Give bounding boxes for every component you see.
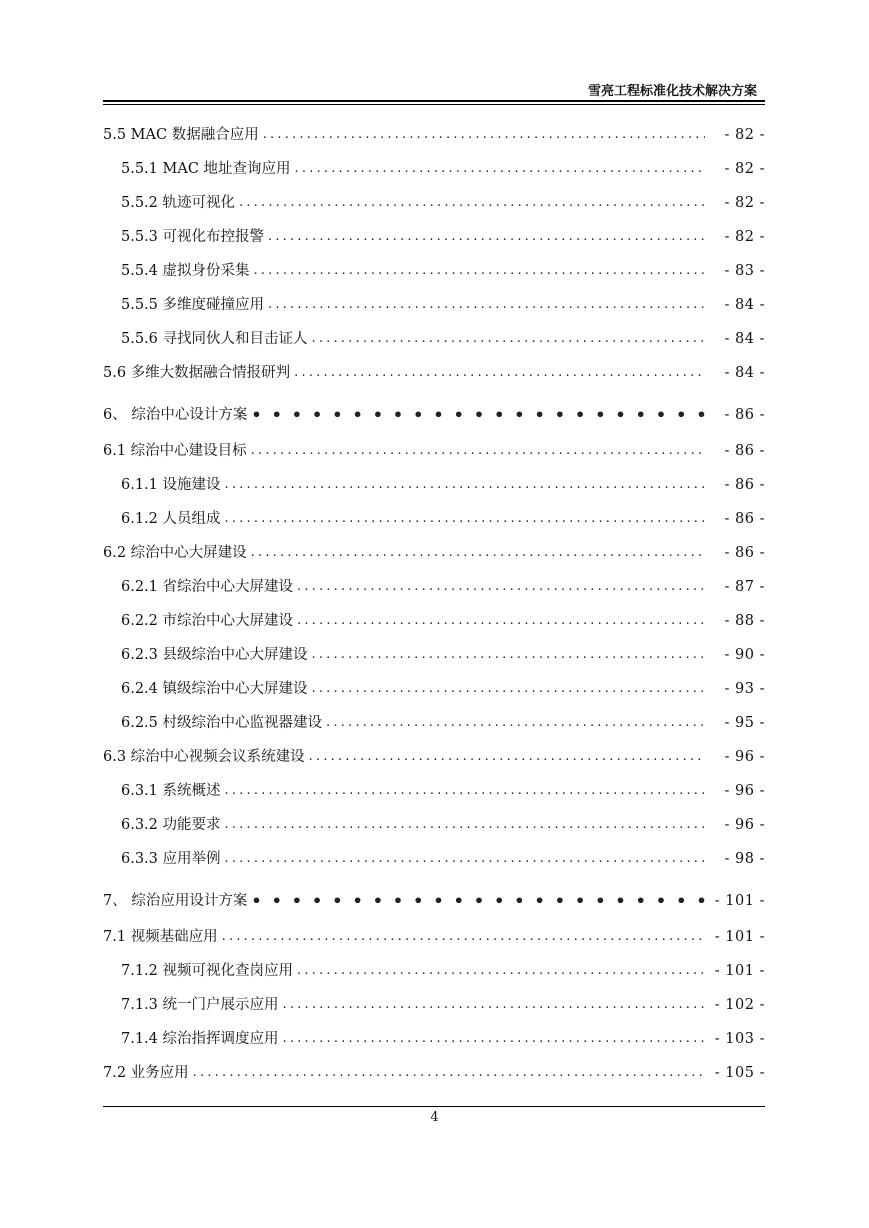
toc-entry-title: 5.5 MAC 数据融合应用 — [103, 127, 259, 143]
header-rule-thick — [103, 100, 765, 102]
toc-page-number: - 96 - — [724, 783, 765, 799]
toc-entry-title: 6.1.2 人员组成 — [121, 511, 221, 527]
toc-entry-title: 6.2.4 镇级综治中心大屏建设 — [121, 681, 308, 697]
toc-entry-title: 5.5.6 寻找同伙人和目击证人 — [121, 331, 308, 347]
toc-dot-leader — [312, 672, 705, 706]
toc-entry[interactable] — [103, 740, 765, 774]
toc-chapter-entry[interactable] — [103, 398, 765, 432]
toc-entry[interactable] — [103, 808, 765, 842]
toc-entry-title: 6.3 综治中心视频会议系统建设 — [103, 749, 305, 765]
toc-dot-leader — [225, 468, 705, 502]
header-rule-thin — [103, 104, 765, 105]
toc-entry[interactable] — [103, 920, 765, 954]
toc-dot-leader — [268, 288, 705, 322]
toc-entry[interactable] — [103, 118, 765, 152]
toc-page-number: - 86 - — [724, 477, 765, 493]
toc-entry-title: 6.1.1 设施建设 — [121, 477, 221, 493]
page-number: 4 — [430, 1110, 439, 1125]
toc-dot-leader — [251, 398, 705, 432]
toc-entry-title: 6.3.2 功能要求 — [121, 817, 221, 833]
toc-entry-title: 6.3.1 系统概述 — [121, 783, 221, 799]
toc-dot-leader — [251, 884, 705, 918]
toc-page-number: - 84 - — [724, 365, 765, 381]
toc-page-number: - 84 - — [724, 297, 765, 313]
toc-entry-title: 7.1.4 综治指挥调度应用 — [121, 1031, 279, 1047]
toc-entry-title: 6、 综治中心设计方案 — [103, 407, 248, 423]
toc-dot-leader — [225, 842, 705, 876]
toc-entry[interactable] — [103, 604, 765, 638]
toc-entry[interactable] — [103, 288, 765, 322]
toc-entry-title: 7.1.3 统一门户展示应用 — [121, 997, 279, 1013]
toc-dot-leader — [251, 434, 705, 468]
table-of-contents — [103, 118, 765, 1090]
toc-dot-leader — [239, 186, 705, 220]
toc-entry[interactable] — [103, 536, 765, 570]
toc-entry[interactable] — [103, 322, 765, 356]
toc-entry[interactable] — [103, 186, 765, 220]
toc-dot-leader — [283, 1022, 705, 1056]
toc-entry-title: 5.5.5 多维度碰撞应用 — [121, 297, 265, 313]
toc-entry[interactable] — [103, 254, 765, 288]
toc-entry-title: 7、 综治应用设计方案 — [103, 893, 248, 909]
toc-page-number: - 82 - — [724, 127, 765, 143]
toc-entry-title: 6.2.1 省综治中心大屏建设 — [121, 579, 294, 595]
toc-page-number: - 84 - — [724, 331, 765, 347]
toc-page-number: - 103 - — [714, 1031, 765, 1047]
toc-page-number: - 86 - — [724, 443, 765, 459]
toc-entry-title: 6.3.3 应用举例 — [121, 851, 221, 867]
toc-entry-title: 7.2 业务应用 — [103, 1065, 189, 1081]
toc-entry[interactable] — [103, 774, 765, 808]
footer-rule — [103, 1106, 765, 1107]
toc-dot-leader — [254, 254, 705, 288]
toc-page-number: - 90 - — [724, 647, 765, 663]
toc-entry-title: 5.5.2 轨迹可视化 — [121, 195, 236, 211]
toc-entry[interactable] — [103, 356, 765, 390]
toc-entry-title: 6.2.3 县级综治中心大屏建设 — [121, 647, 308, 663]
toc-dot-leader — [297, 604, 705, 638]
toc-entry[interactable] — [103, 570, 765, 604]
toc-dot-leader — [225, 502, 705, 536]
running-header-title: 雪亮工程标准化技术解决方案 — [587, 84, 757, 99]
toc-entry[interactable] — [103, 706, 765, 740]
toc-entry-title: 5.6 多维大数据融合情报研判 — [103, 365, 291, 381]
toc-page-number: - 82 - — [724, 229, 765, 245]
toc-entry[interactable] — [103, 954, 765, 988]
toc-entry[interactable] — [103, 638, 765, 672]
toc-dot-leader — [193, 1056, 705, 1090]
toc-entry-title: 6.2.2 市综治中心大屏建设 — [121, 613, 294, 629]
toc-entry[interactable] — [103, 1056, 765, 1090]
toc-page-number: - 98 - — [724, 851, 765, 867]
toc-dot-leader — [294, 356, 705, 390]
toc-dot-leader — [326, 706, 705, 740]
toc-page-number: - 93 - — [724, 681, 765, 697]
toc-entry-title: 6.2.5 村级综治中心监视器建设 — [121, 715, 323, 731]
toc-entry-title: 7.1 视频基础应用 — [103, 929, 218, 945]
toc-entry[interactable] — [103, 434, 765, 468]
toc-dot-leader — [263, 118, 705, 152]
toc-page-number: - 105 - — [714, 1065, 765, 1081]
toc-page-number: - 86 - — [724, 545, 765, 561]
toc-dot-leader — [268, 220, 705, 254]
toc-page-number: - 82 - — [724, 161, 765, 177]
toc-page-number: - 82 - — [724, 195, 765, 211]
toc-entry-title: 6.2 综治中心大屏建设 — [103, 545, 247, 561]
toc-dot-leader — [225, 808, 705, 842]
toc-entry[interactable] — [103, 842, 765, 876]
toc-entry-title: 5.5.4 虚拟身份采集 — [121, 263, 250, 279]
toc-page-number: - 96 - — [724, 749, 765, 765]
toc-page-number: - 86 - — [724, 511, 765, 527]
toc-page-number: - 101 - — [714, 893, 765, 909]
toc-page-number: - 87 - — [724, 579, 765, 595]
toc-entry-title: 5.5.1 MAC 地址查询应用 — [121, 161, 291, 177]
toc-page-number: - 95 - — [724, 715, 765, 731]
toc-page-number: - 86 - — [724, 407, 765, 423]
toc-page-number: - 96 - — [724, 817, 765, 833]
toc-dot-leader — [251, 536, 705, 570]
toc-entry-title: 6.1 综治中心建设目标 — [103, 443, 247, 459]
toc-dot-leader — [297, 570, 705, 604]
toc-dot-leader — [309, 740, 705, 774]
toc-dot-leader — [295, 152, 705, 186]
toc-entry-title: 7.1.2 视频可视化查岗应用 — [121, 963, 294, 979]
toc-page-number: - 88 - — [724, 613, 765, 629]
toc-page-number: - 83 - — [724, 263, 765, 279]
toc-entry[interactable] — [103, 502, 765, 536]
toc-entry[interactable] — [103, 988, 765, 1022]
toc-entry[interactable] — [103, 672, 765, 706]
toc-dot-leader — [297, 954, 705, 988]
toc-dot-leader — [222, 920, 705, 954]
toc-dot-leader — [312, 638, 705, 672]
toc-entry[interactable] — [103, 220, 765, 254]
toc-chapter-entry[interactable] — [103, 884, 765, 918]
toc-entry[interactable] — [103, 1022, 765, 1056]
toc-dot-leader — [283, 988, 705, 1022]
toc-page-number: - 102 - — [714, 997, 765, 1013]
toc-dot-leader — [312, 322, 705, 356]
toc-entry-title: 5.5.3 可视化布控报警 — [121, 229, 265, 245]
toc-dot-leader — [225, 774, 705, 808]
toc-entry[interactable] — [103, 468, 765, 502]
toc-page-number: - 101 - — [714, 929, 765, 945]
toc-page-number: - 101 - — [714, 963, 765, 979]
toc-entry[interactable] — [103, 152, 765, 186]
